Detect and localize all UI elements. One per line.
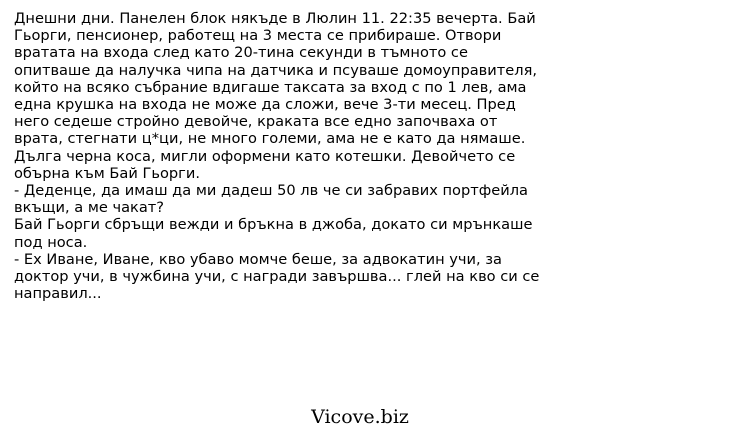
joke-line-6: една крушка на входа не може да сложи, вече 3-ти месец. Пред — [14, 96, 516, 114]
joke-line-17: направил... — [14, 285, 102, 303]
joke-line-16: доктор учи, в чужбина учи, с награди завършва... глей на кво си се — [14, 268, 540, 286]
site-watermark: Vicove.biz — [311, 406, 409, 428]
joke-line-7: него седеше стройно девойче, краката все едно започваха от — [14, 113, 498, 131]
joke-line-11: - Деденце, да имаш да ми дадеш 50 лв че си забравих портфейла — [14, 182, 528, 200]
joke-line-15: - Ех Иване, Иване, кво убаво момче беше, за адвокатин учи, за — [14, 250, 502, 268]
joke-line-12: вкъщи, а ме чакат? — [14, 199, 165, 217]
joke-line-4: опитваше да налучка чипа на датчика и псуваше домоуправителя, — [14, 61, 537, 79]
joke-text — [14, 10, 574, 302]
joke-line-8: врата, стегнати ц*ци, не много големи, ама не е като да нямаше. — [14, 130, 526, 148]
joke-line-5: който на всяко събрание вдигаше таксата за вход с по 1 лев, ама — [14, 78, 527, 96]
joke-line-3: вратата на входа след като 20-тина секунди в тъмното се — [14, 44, 468, 62]
joke-line-14: под носа. — [14, 233, 88, 251]
joke-line-10: обърна към Бай Гьорги. — [14, 164, 200, 182]
joke-line-1: Днешни дни. Панелен блок някъде в Люлин 11. 22:35 вечерта. Бай — [14, 10, 536, 27]
joke-line-9: Дълга черна коса, мигли оформени като котешки. Девойчето се — [14, 147, 516, 165]
joke-line-13: Бай Гьорги сбръщи вежди и бръкна в джоба, докато си мрънкаше — [14, 216, 533, 234]
joke-line-2: Гьорги, пенсионер, работещ на 3 места се прибираше. Отвори — [14, 27, 502, 45]
